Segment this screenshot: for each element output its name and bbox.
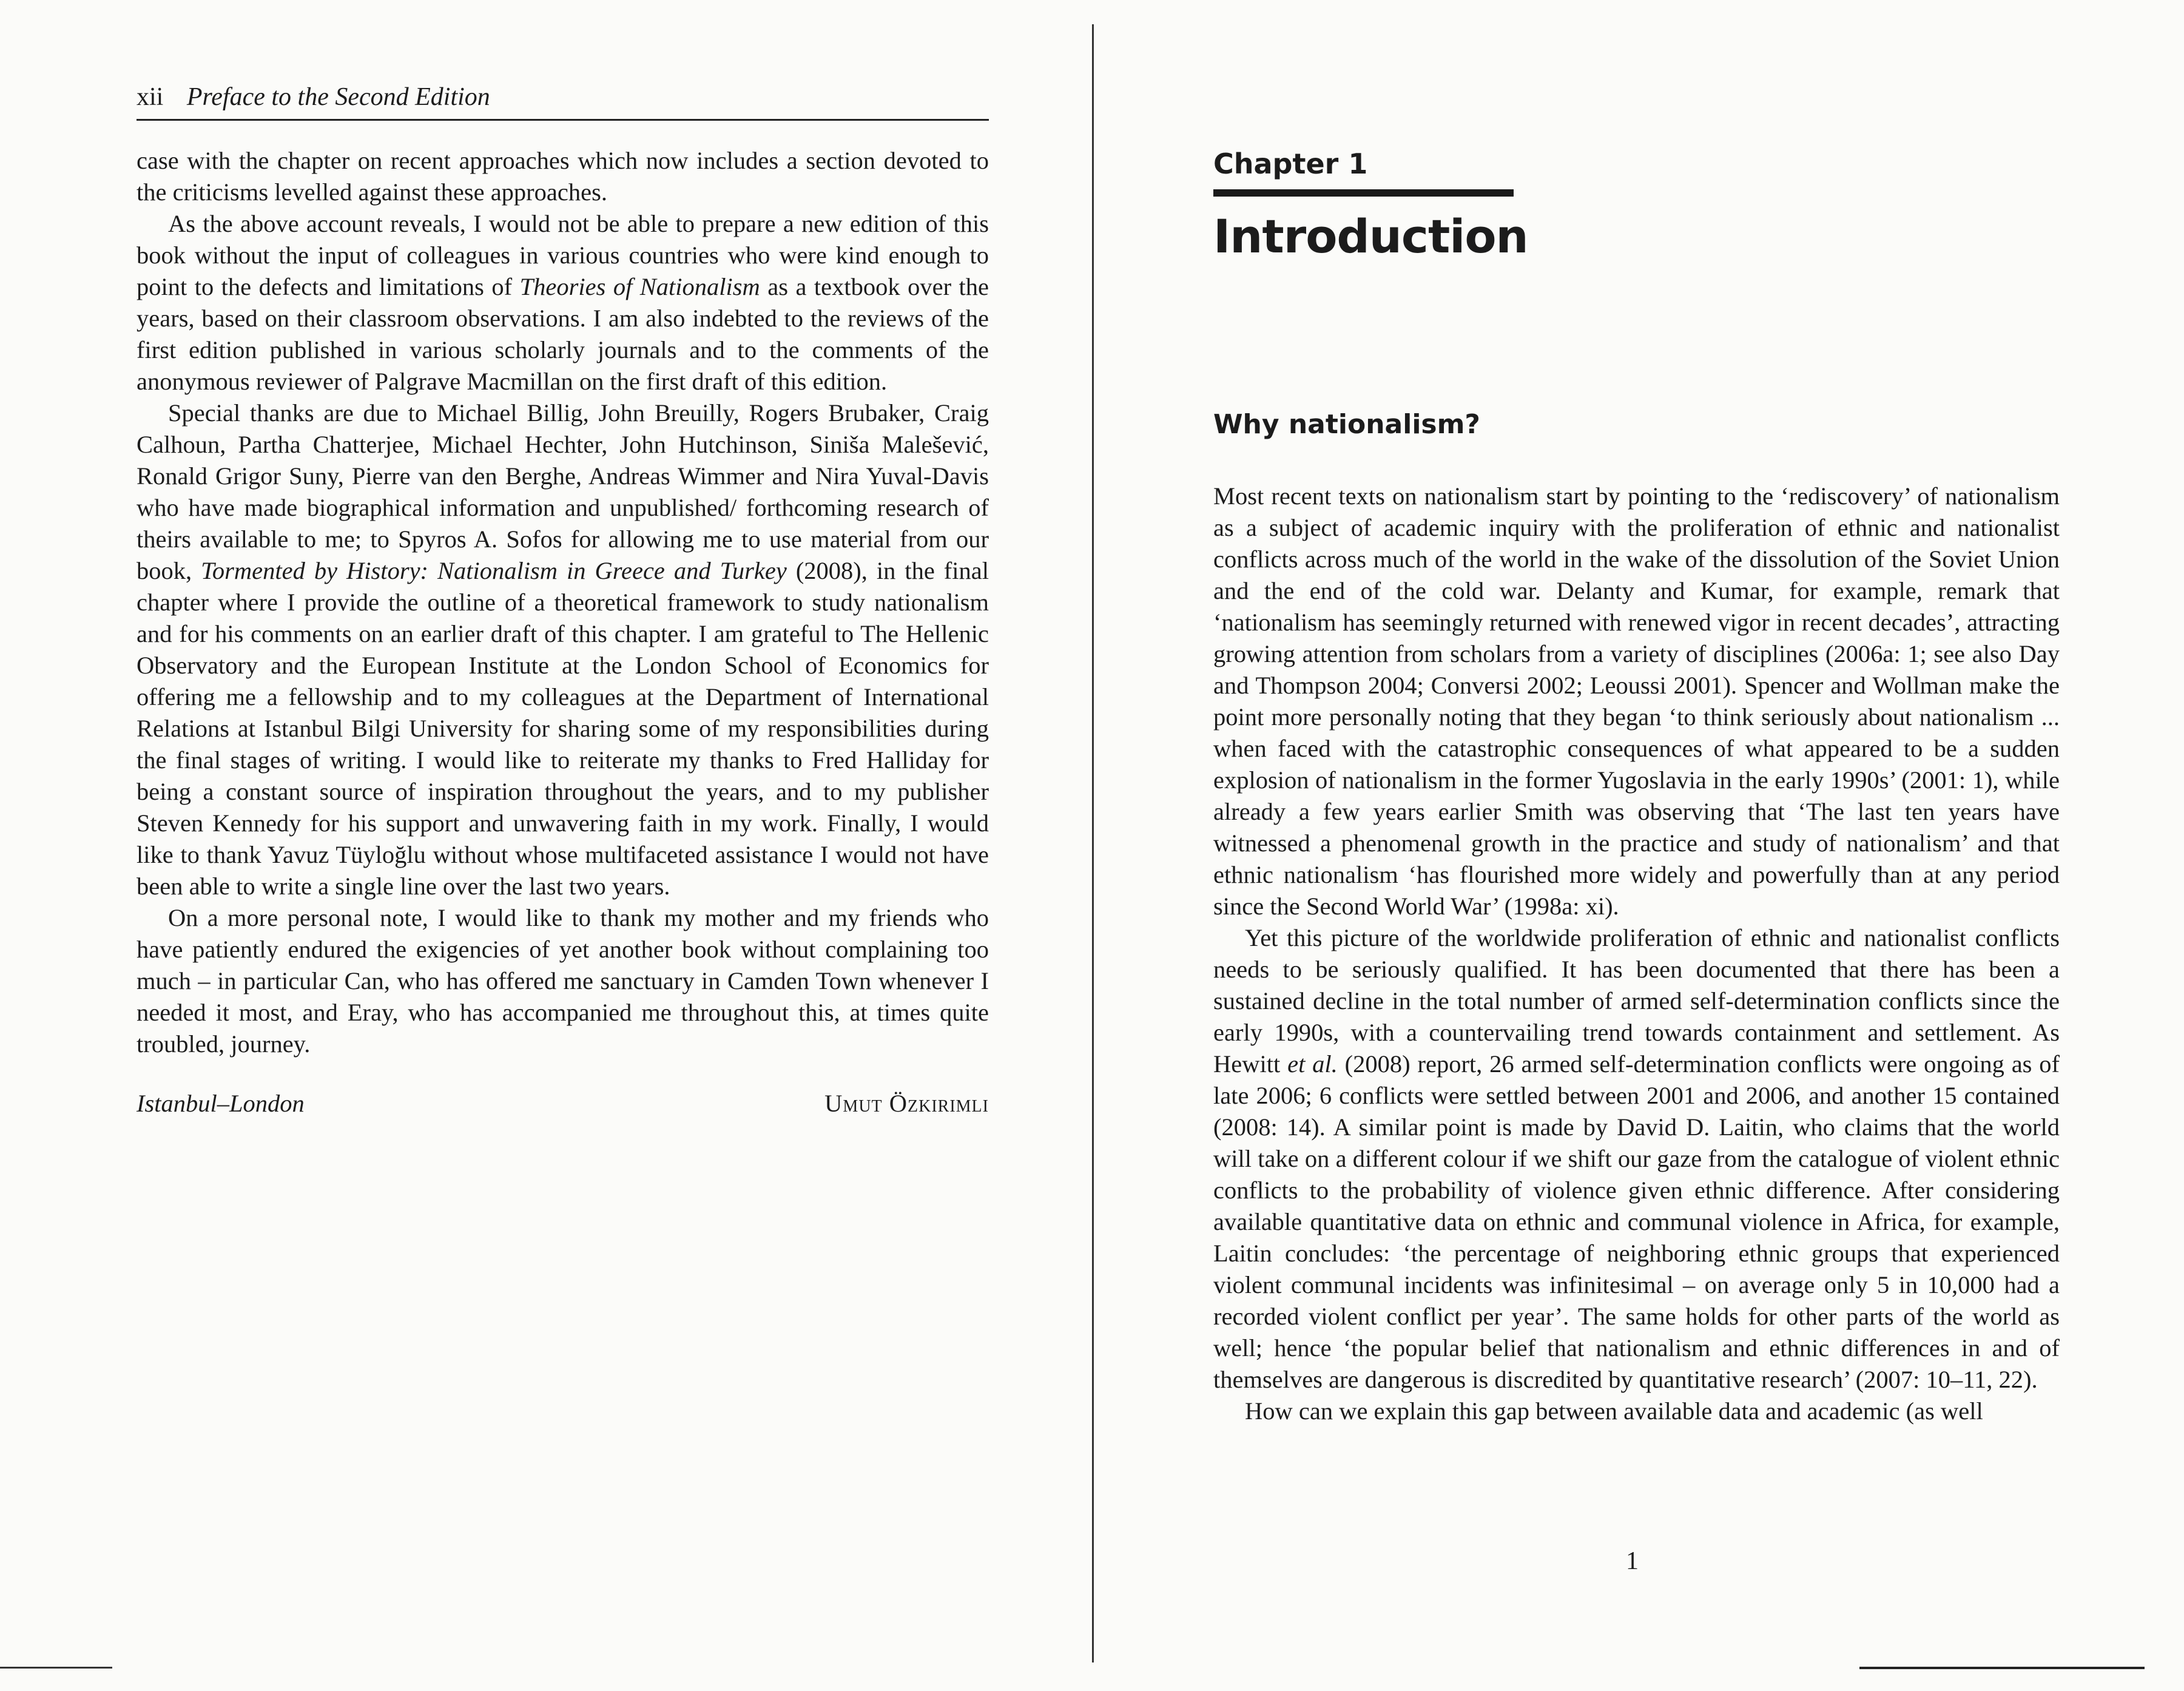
chapter-title: Introduction <box>1213 209 1528 263</box>
chapter-rule <box>1213 189 1514 197</box>
book-title: Tormented by History: Nationalism in Greece and Turkey <box>201 557 787 584</box>
chapter-body <box>1213 481 2060 1427</box>
scan-edge-line <box>1859 1667 2145 1669</box>
book-gutter <box>1092 24 1094 1662</box>
paragraph: How can we explain this gap between available data and academic (as well <box>1245 1397 1983 1425</box>
left-page <box>136 79 989 1119</box>
running-head <box>136 79 989 121</box>
paragraph: Most recent texts on nationalism start by pointing to the ‘rediscovery’ of nationalism as a subject of academic inquiry with the proliferation of ethnic and nationalist conflicts across much of the world in the wake of the dissolution of the Soviet Union and the end of the cold war. Delanty and Kumar, for example, remark that ‘nationalism has seemingly returned with renewed vigor in recent decades’, attracting growing attention from scholars from a variety of disciplines (2006a: 1; see also Day and Thompson 2004; Conversi 2002; Leoussi 2001). Spencer and Wollman make the point more personally noting that they began ‘to think seriously about nationalism ... when faced with the catastrophic consequences of what appeared to be a sudden explosion of nationalism in the former Yugoslavia in the early 1990s’ (2001: 1), while already a few years earlier Smith was observing that ‘The last ten years have witnessed a phenomenal growth in the practice and study of nationalism’ and that ethnic nationalism ‘has flourished more widely and powerfully than at any period since the Second World War’ (1998a: xi). <box>1213 482 2060 920</box>
book-title: Theories of Nationalism <box>519 273 760 300</box>
scan-edge-line <box>0 1667 112 1669</box>
preface-body <box>136 145 989 1060</box>
paragraph: case with the chapter on recent approaches which now includes a section devoted to the criticisms levelled against these approaches. <box>136 147 989 206</box>
signoff-place: Istanbul–London <box>136 1090 305 1117</box>
section-heading: Why nationalism? <box>1213 409 1480 440</box>
signoff-author: Umut Özkirimli <box>824 1090 989 1117</box>
page-number: 1 <box>1626 1547 1639 1575</box>
signoff <box>136 1088 989 1119</box>
paragraph: Special thanks are due to Michael Billig, John Breuilly, Rogers Brubaker, Craig Calhoun, Partha Chatterjee, Michael Hechter, John Hutchinson, Siniša Malešević, Ronald Grigor Suny, Pierre van den Berghe, Andreas Wimmer and Nira Yuval-Davis who have made biographical information and unpublished/ forthcoming research of theirs available to me; to Spyros A. Sofos for allowing me to use material from our book, Tormented by History: Nationalism in Greece and Turkey (2008), in the final chapter where I provide the outline of a theoretical framework to study nationalism and for his comments on an earlier draft of this chapter. I am grateful to The Hellenic Observatory and the European Institute at the London School of Economics for offering me a fellowship and to my colleagues at the Department of International Relations at Istanbul Bilgi University for sharing some of my responsibilities during the final stages of writing. I would like to reiterate my thanks to Fred Halliday for being a constant source of inspiration throughout the years, and to my publisher Steven Kennedy for his support and unwavering faith in my work. Finally, I would like to thank Yavuz Tüyloğlu without whose multifaceted assistance I would not have been able to write a single line over the last two years. <box>136 399 989 900</box>
running-title: Preface to the Second Edition <box>186 83 490 111</box>
right-page <box>1213 146 2060 1427</box>
paragraph: On a more personal note, I would like to thank my mother and my friends who have patiently endured the exigencies of yet another book without complaining too much – in particular Can, who has offered me sanctuary in Camden Town whenever I needed it most, and Eray, who has accompanied me throughout this, at times quite troubled, journey. <box>136 904 989 1058</box>
chapter-label: Chapter 1 <box>1213 147 1368 180</box>
page-folio: xii <box>136 83 164 111</box>
paragraph: Yet this picture of the worldwide proliferation of ethnic and nationalist conflicts needs to be seriously qualified. It has been documented that there has been a sustained decline in the total number of armed self-determination conflicts since the early 1990s, with a countervailing trend towards containment and settlement. As Hewitt et al. (2008) report, 26 armed self-determination conflicts were ongoing as of late 2006; 6 conflicts were settled between 2001 and 2006, and another 15 contained (2008: 14). A similar point is made by David D. Laitin, who claims that the world will take on a different colour if we shift our gaze from the catalogue of violent ethnic conflicts to the probability of violence given ethnic difference. After considering available quantitative data on ethnic and communal violence in Africa, for example, Laitin concludes: ‘the percentage of neighboring ethnic groups that experienced violent communal incidents was infinitesimal – on average only 5 in 10,000 had a recorded violent conflict per year’. The same holds for other parts of the world as well; hence ‘the popular belief that nationalism and ethnic differences in and of themselves are dangerous is discredited by quantitative research’ (2007: 10–11, 22). <box>1213 924 2060 1393</box>
paragraph: As the above account reveals, I would not be able to prepare a new edition of this book without the input of colleagues in various countries who were kind enough to point to the defects and limitations of Theories of Nationalism as a textbook over the years, based on their classroom observations. I am also indebted to the reviews of the first edition published in various scholarly journals and to the comments of the anonymous reviewer of Palgrave Macmillan on the first draft of this edition. <box>136 210 989 395</box>
italic-et-al: et al. <box>1287 1050 1338 1078</box>
